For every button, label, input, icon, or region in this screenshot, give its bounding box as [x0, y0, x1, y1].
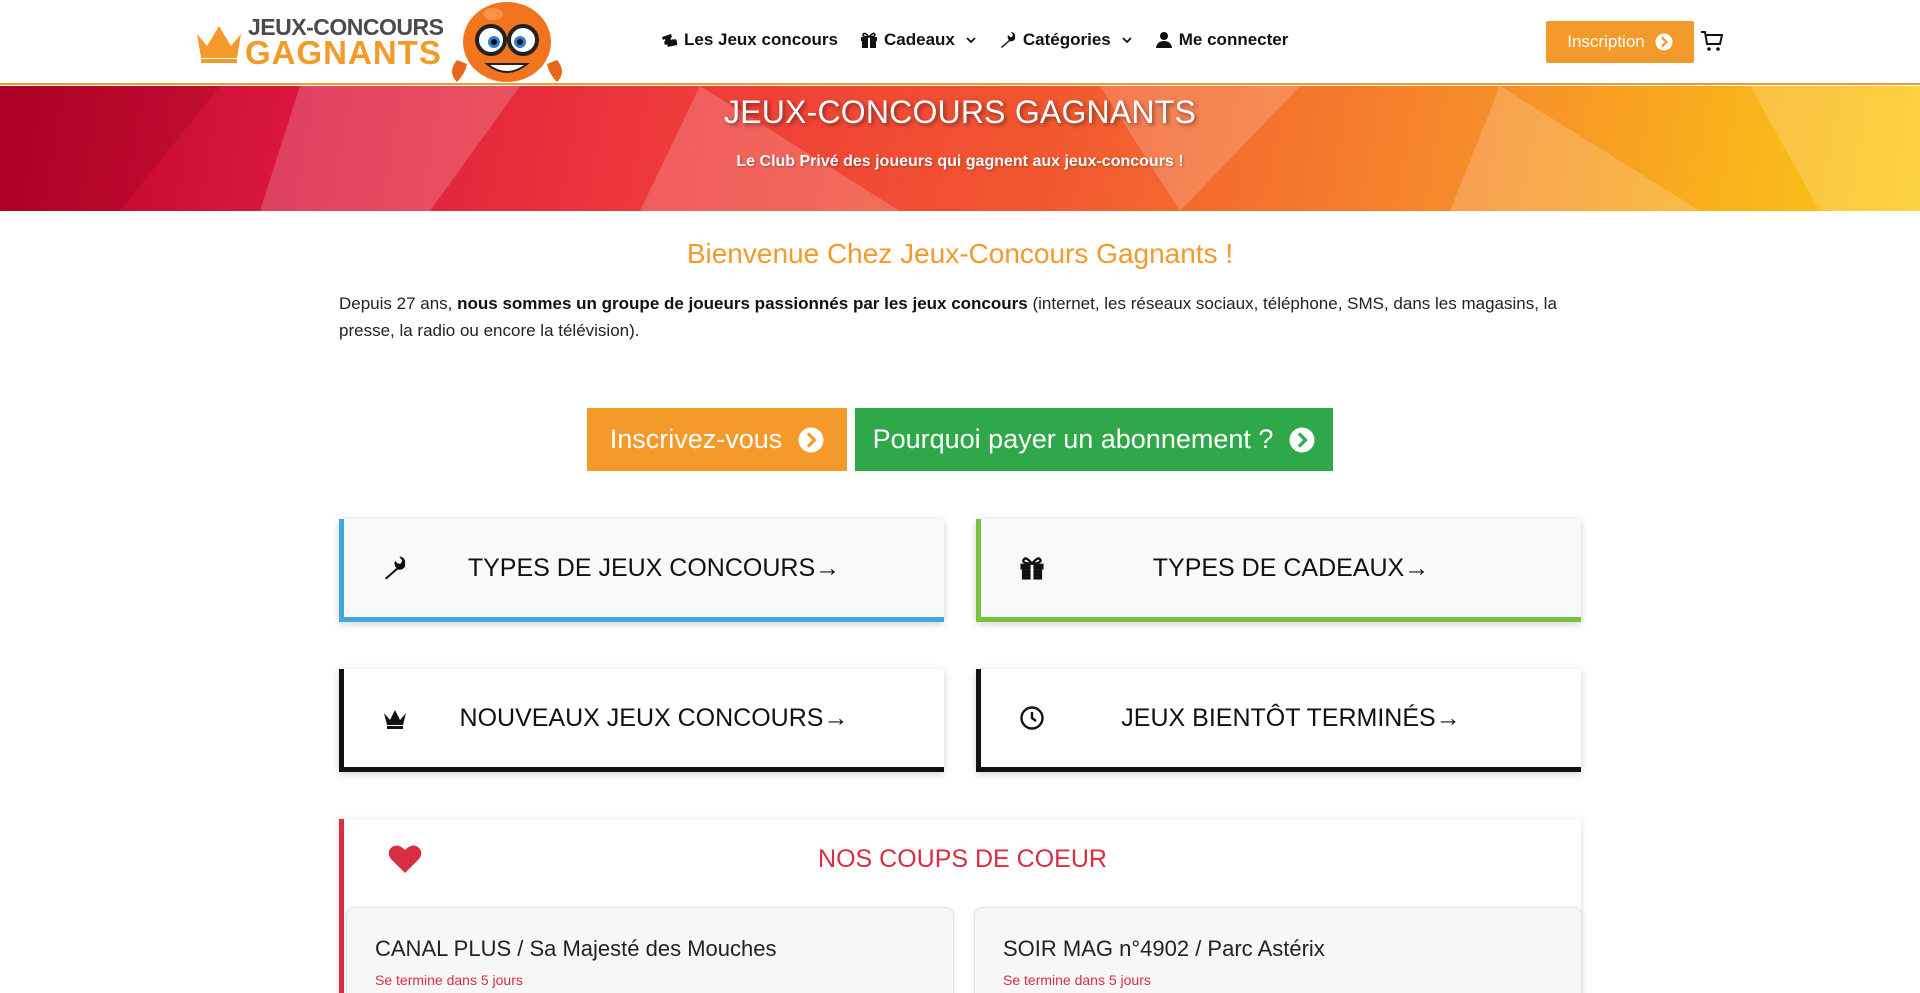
nav-item-cadeaux[interactable]: [860, 30, 977, 50]
favorite-item-ends: Se termine dans 5 jours: [1003, 972, 1151, 988]
arrow-circle-right-icon: [798, 427, 824, 453]
clock-icon: [1019, 705, 1045, 731]
signup-label: Inscription: [1567, 32, 1645, 51]
favorites-title: NOS COUPS DE COEUR: [818, 845, 1107, 873]
intro-bold: nous sommes un groupe de joueurs passionnés par les jeux concours: [457, 294, 1028, 313]
favorite-item-ends: Se termine dans 5 jours: [375, 972, 523, 988]
card-label: TYPES DE JEUX CONCOURS→: [467, 553, 841, 582]
card-label: NOUVEAUX JEUX CONCOURS→: [459, 703, 849, 732]
card-new-contests[interactable]: [339, 669, 944, 772]
nav-label: Cadeaux: [884, 30, 955, 49]
octopus-mascot-icon: [443, 0, 571, 85]
arrow-circle-right-icon: [1655, 33, 1673, 51]
crown-logo-icon: [193, 20, 245, 64]
banner-subtitle: Le Club Privé des joueurs qui gagnent aux jeux-concours !: [736, 153, 1184, 170]
nav-item-categories[interactable]: [999, 30, 1133, 50]
nav-label: Les Jeux concours: [684, 30, 839, 49]
site-logo[interactable]: [193, 10, 444, 71]
user-icon: [1155, 31, 1173, 49]
card-label: TYPES DE CADEAUX→: [1152, 553, 1430, 582]
logo-line-2: GAGNANTS: [245, 34, 442, 71]
card-gift-types[interactable]: [976, 519, 1581, 622]
card-ending-soon[interactable]: [976, 669, 1581, 772]
why-subscribe-label: Pourquoi payer un abonnement ?: [872, 424, 1274, 454]
site-header: [0, 0, 1920, 85]
favorite-item-title: SOIR MAG n°4902 / Parc Astérix: [1003, 936, 1325, 961]
card-contest-types[interactable]: [339, 519, 944, 622]
banner-title: JEUX-CONCOURS GAGNANTS: [724, 94, 1196, 130]
gift-icon: [860, 31, 878, 49]
signup-button[interactable]: [1546, 21, 1694, 63]
favorite-item[interactable]: [346, 907, 954, 993]
intro-start: Depuis 27 ans,: [339, 294, 458, 313]
logo-line-1: JEUX-CONCOURS: [248, 14, 444, 40]
hero-banner: [0, 86, 1920, 211]
main-nav: [660, 30, 1288, 50]
favorites-section: [339, 819, 1581, 993]
intro-paragraph: [339, 290, 1581, 344]
intro-end: (internet, les réseaux sociaux, téléphone, SMS, dans les magasins, la presse, la radio ou encore la télévision).: [339, 294, 1557, 340]
favorite-item-title: CANAL PLUS / Sa Majesté des Mouches: [375, 936, 777, 961]
arrow-circle-right-icon: [1289, 427, 1315, 453]
wrench-icon: [382, 555, 408, 581]
wrench-icon: [999, 31, 1017, 49]
nav-item-jeux-concours[interactable]: [660, 30, 838, 50]
register-cta-label: Inscrivez-vous: [609, 424, 783, 454]
nav-label: Me connecter: [1178, 30, 1289, 49]
cart-icon[interactable]: [1700, 29, 1724, 53]
tickets-icon: [660, 31, 678, 49]
chevron-down-icon: [965, 34, 977, 46]
nav-label: Catégories: [1022, 30, 1111, 49]
crown-icon: [382, 705, 408, 731]
card-label: JEUX BIENTÔT TERMINÉS→: [1121, 703, 1461, 732]
register-cta-button[interactable]: [587, 408, 847, 471]
chevron-down-icon: [1121, 34, 1133, 46]
favorite-item[interactable]: [974, 907, 1582, 993]
why-subscribe-cta-button[interactable]: [855, 408, 1333, 471]
welcome-title: Bienvenue Chez Jeux-Concours Gagnants !: [686, 238, 1234, 269]
gift-icon: [1019, 555, 1045, 581]
nav-item-login[interactable]: [1155, 30, 1289, 50]
